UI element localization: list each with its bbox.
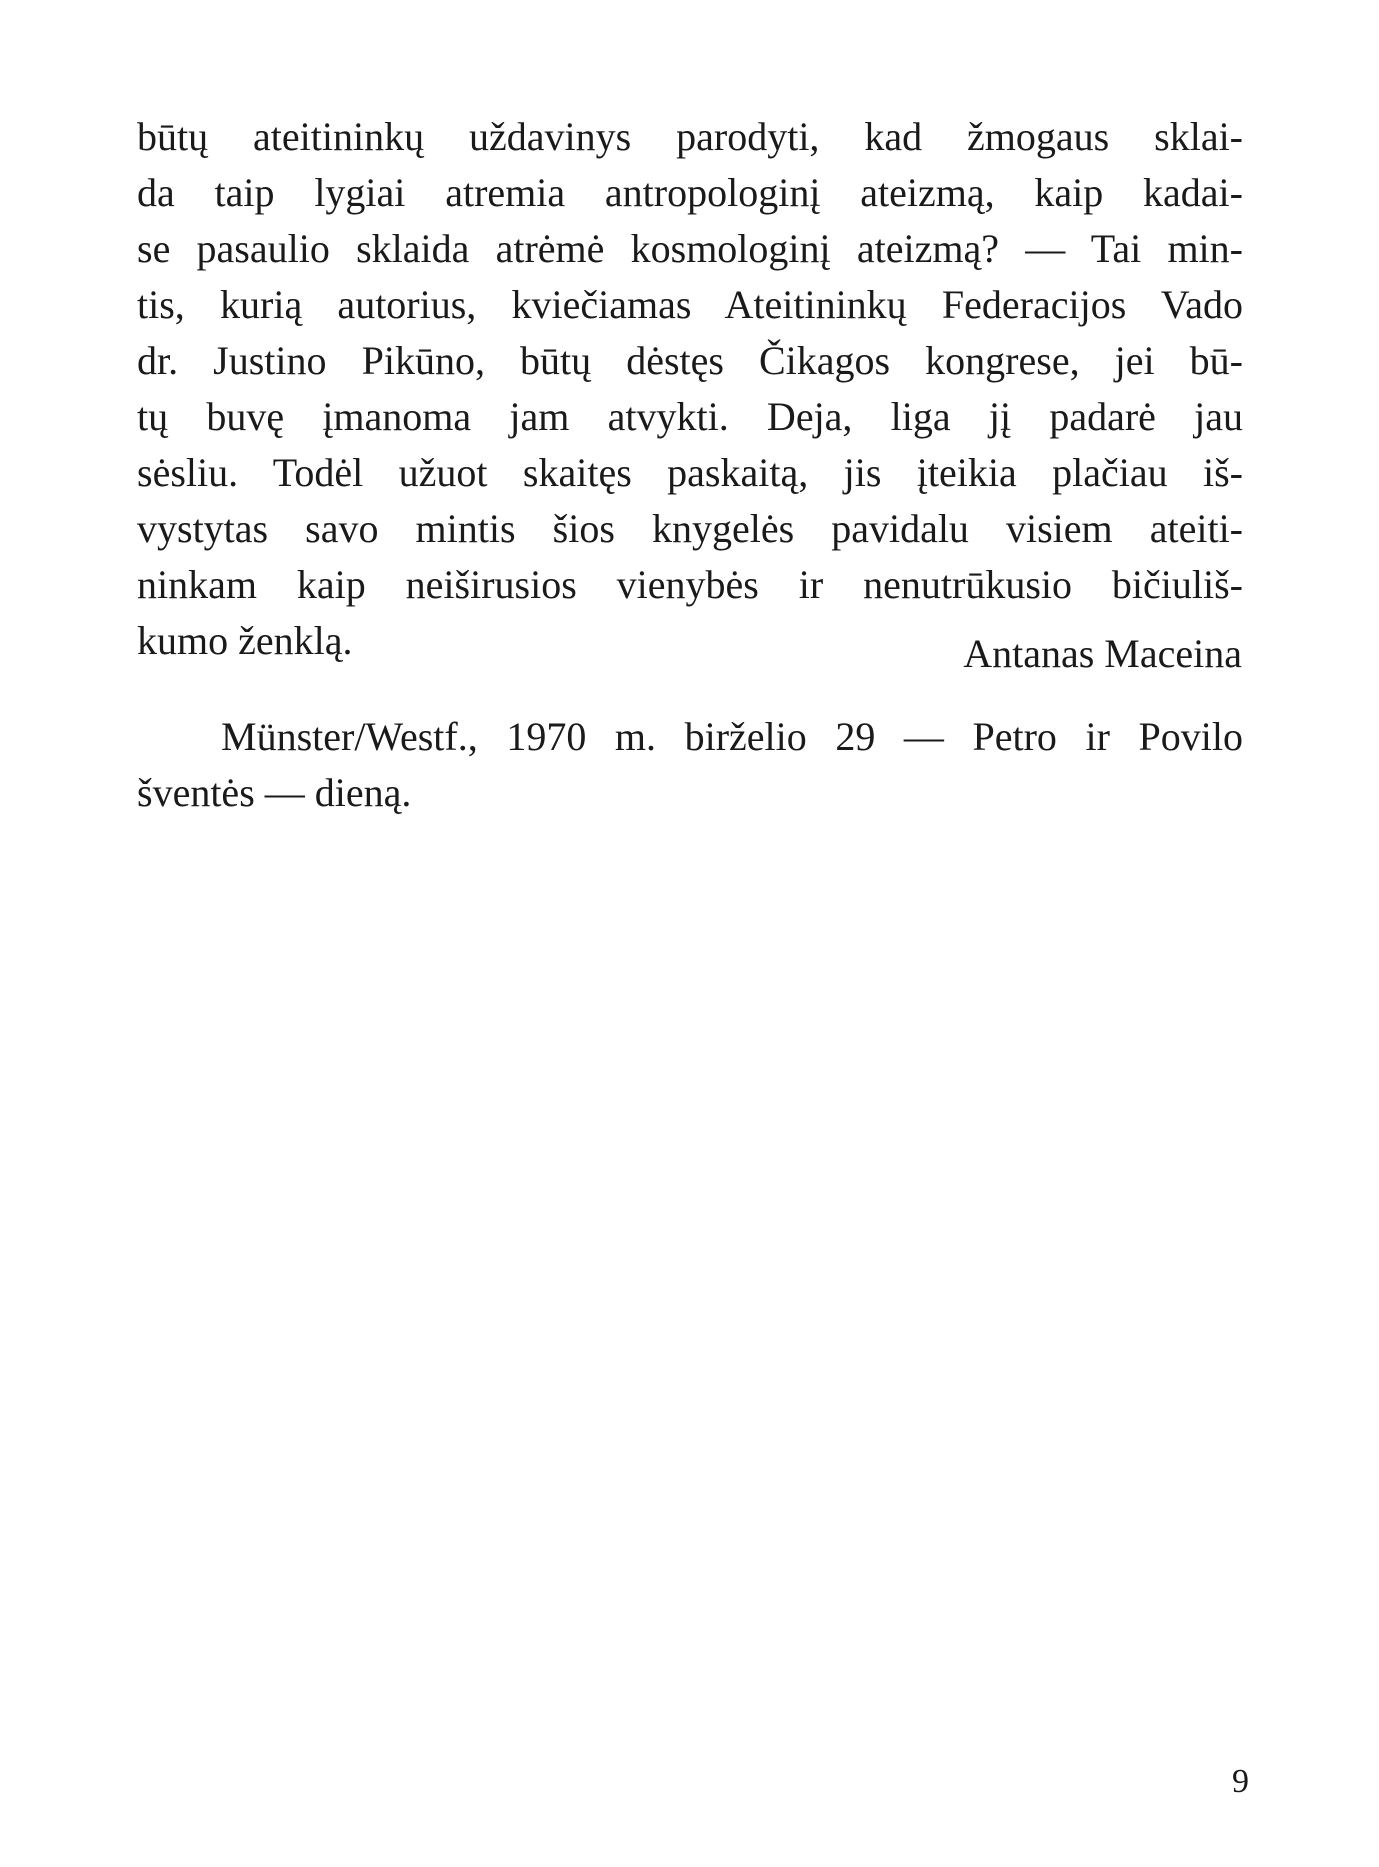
paragraph-line: būtų ateitininkų uždavinys parodyti, kad žmogaus sklai-: [137, 114, 1243, 159]
paragraph-line: da taip lygiai atremia antropologinį ateizmą, kaip kadai-: [137, 170, 1243, 215]
author-signature: Antanas Maceina: [963, 631, 1242, 676]
paragraph-line: sėsliu. Todėl užuot skaitęs paskaitą, jis įteikia plačiau iš-: [137, 450, 1243, 495]
paragraph-line: tų buvę įmanoma jam atvykti. Deja, liga jį padarė jau: [137, 394, 1243, 439]
dateline-line: Münster/Westf., 1970 m. birželio 29 — Petro ir Povilo: [221, 714, 1243, 759]
dateline-line: šventės — dieną.: [137, 770, 412, 815]
paragraph-line: kumo ženklą.: [137, 618, 353, 663]
paragraph-line: vystytas savo mintis šios knygelės pavidalu visiem ateiti-: [137, 506, 1243, 551]
paragraph-line: tis, kurią autorius, kviečiamas Ateitininkų Federacijos Vado: [137, 282, 1243, 327]
paragraph-line: se pasaulio sklaida atrėmė kosmologinį ateizmą? — Tai min-: [137, 226, 1243, 271]
paragraph-line: ninkam kaip neiširusios vienybės ir nenutrūkusio bičiuliš-: [137, 562, 1243, 607]
paragraph-line: dr. Justino Pikūno, būtų dėstęs Čikagos kongrese, jei bū-: [137, 338, 1243, 383]
page-number: 9: [1232, 1763, 1249, 1800]
